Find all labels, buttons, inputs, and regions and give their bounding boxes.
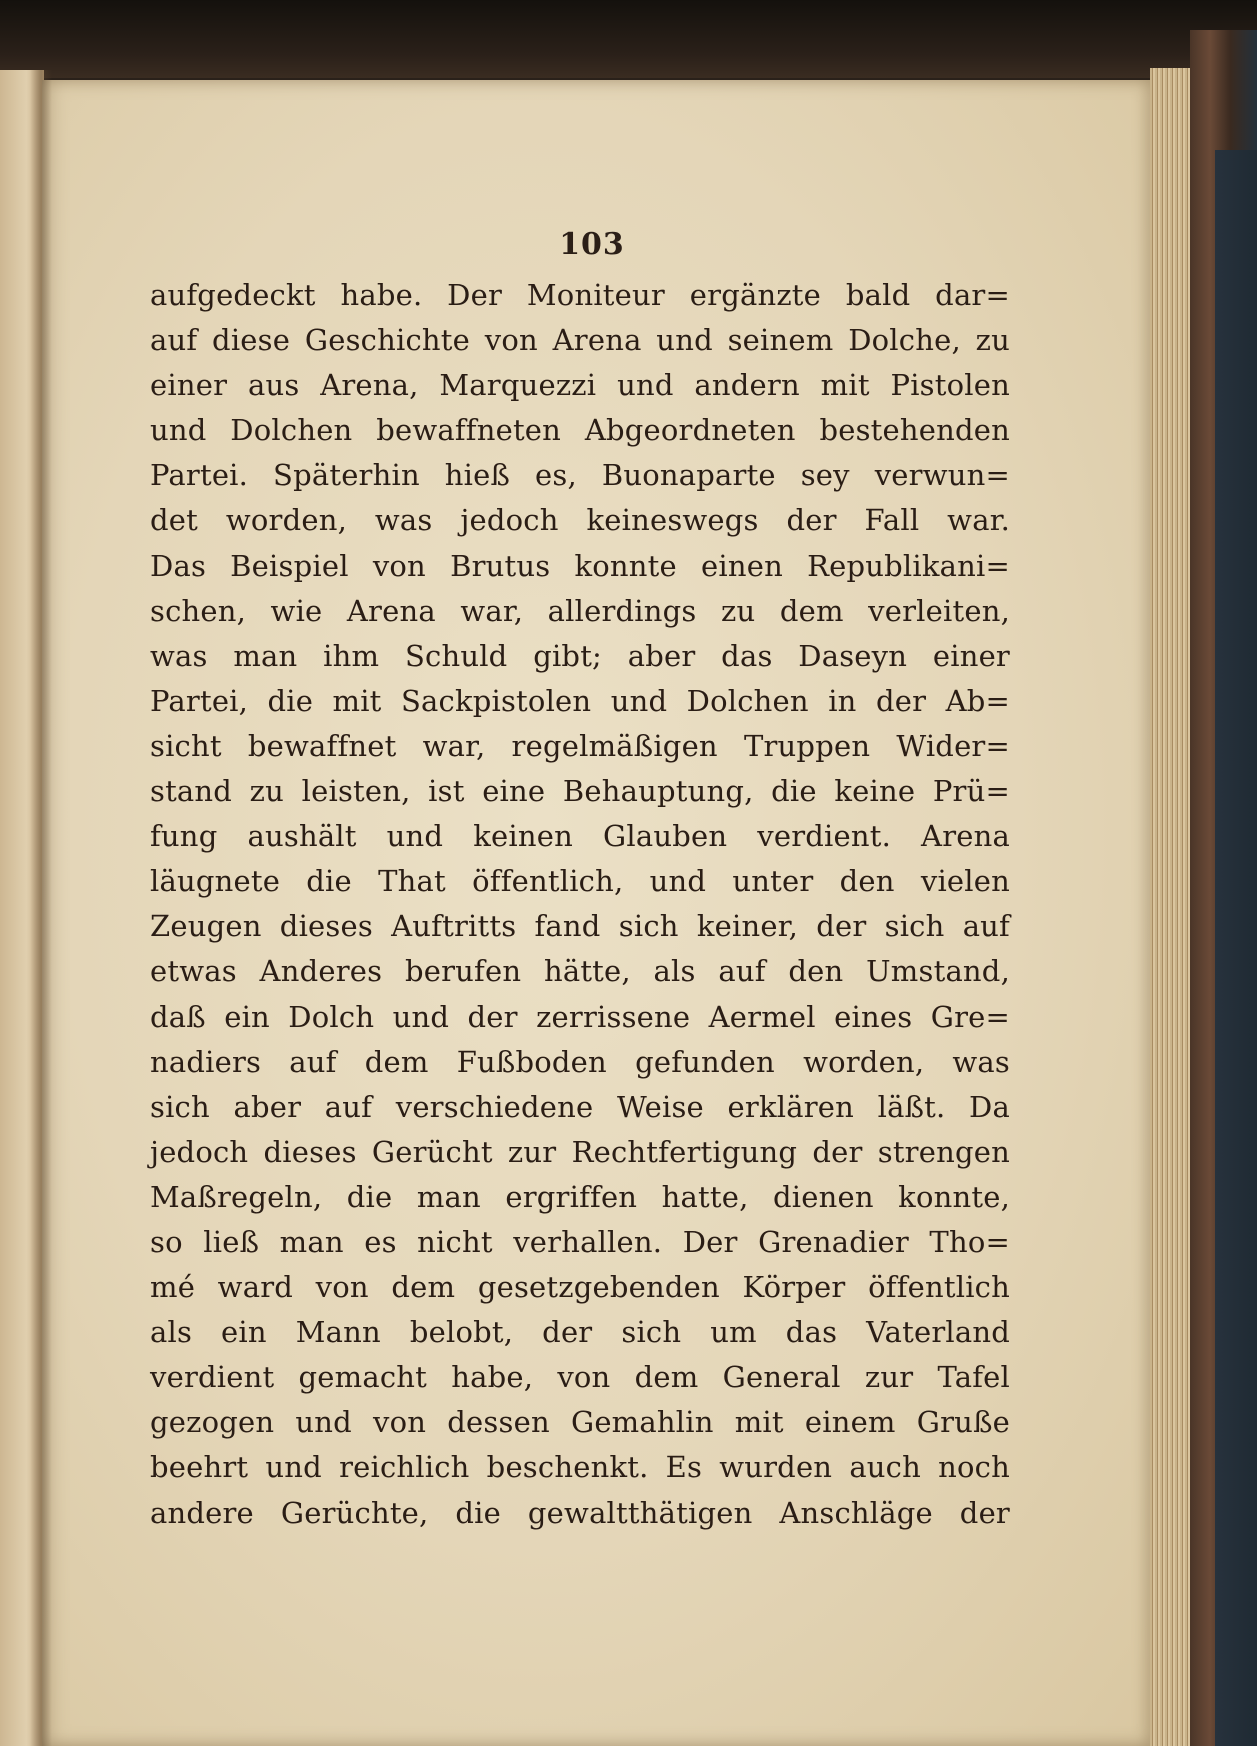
- body-text: [150, 273, 1010, 1536]
- text-line: einer aus Arena, Marquezzi und andern mit Pistolen: [150, 368, 1010, 403]
- text-line: sicht bewaffnet war, regelmäßigen Truppen Wider=: [150, 728, 1010, 763]
- gutter-shadow: [30, 70, 52, 1746]
- text-line: läugnete die That öffentlich, und unter den vielen: [150, 864, 1010, 899]
- book-cover-cloth: [1215, 150, 1257, 1746]
- text-line: fung aushält und keinen Glauben verdient. Arena: [150, 819, 1010, 854]
- scan-background-top: [0, 0, 1257, 78]
- text-line: Das Beispiel von Brutus konnte einen Republikani=: [150, 548, 1010, 583]
- text-line: sich aber auf verschiedene Weise erklären läßt. Da: [150, 1089, 1010, 1124]
- text-line: verdient gemacht habe, von dem General zur Tafel: [150, 1360, 1010, 1395]
- text-line: gezogen und von dessen Gemahlin mit einem Gruße: [150, 1405, 1010, 1440]
- text-line: jedoch dieses Gerücht zur Rechtfertigung der strengen: [150, 1134, 1010, 1169]
- text-line: mé ward von dem gesetzgebenden Körper öffentlich: [150, 1270, 1010, 1305]
- text-line: so ließ man es nicht verhallen. Der Grenadier Tho=: [150, 1224, 1010, 1259]
- text-line: Partei, die mit Sackpistolen und Dolchen in der Ab=: [150, 683, 1010, 718]
- text-line: Partei. Späterhin hieß es, Buonaparte sey verwun=: [150, 458, 1010, 493]
- text-line: etwas Anderes berufen hätte, als auf den Umstand,: [150, 954, 1010, 989]
- text-line: und Dolchen bewaffneten Abgeordneten bestehenden: [150, 413, 1010, 448]
- text-line: daß ein Dolch und der zerrissene Aermel eines Gre=: [150, 999, 1010, 1034]
- text-line: andere Gerüchte, die gewaltthätigen Anschläge der: [150, 1495, 1010, 1530]
- book-page: [42, 80, 1150, 1746]
- page-stack-edges: [1150, 68, 1190, 1746]
- text-line: det worden, was jedoch keineswegs der Fall war.: [150, 503, 1010, 538]
- text-line: schen, wie Arena war, allerdings zu dem verleiten,: [150, 593, 1010, 628]
- text-line: als ein Mann belobt, der sich um das Vaterland: [150, 1315, 1010, 1350]
- page-number: 103: [559, 227, 625, 262]
- text-line: nadiers auf dem Fußboden gefunden worden, was: [150, 1044, 1010, 1079]
- text-line: auf diese Geschichte von Arena und seinem Dolche, zu: [150, 323, 1010, 358]
- text-line: aufgedeckt habe. Der Moniteur ergänzte bald dar=: [150, 278, 1010, 312]
- text-line: Zeugen dieses Auftritts fand sich keiner, der sich auf: [150, 909, 1010, 944]
- text-line: beehrt und reichlich beschenkt. Es wurden auch noch: [150, 1450, 1010, 1485]
- text-line: was man ihm Schuld gibt; aber das Daseyn einer: [150, 638, 1010, 673]
- text-line: Maßregeln, die man ergriffen hatte, dienen konnte,: [150, 1179, 1010, 1214]
- text-line: stand zu leisten, ist eine Behauptung, die keine Prü=: [150, 774, 1010, 809]
